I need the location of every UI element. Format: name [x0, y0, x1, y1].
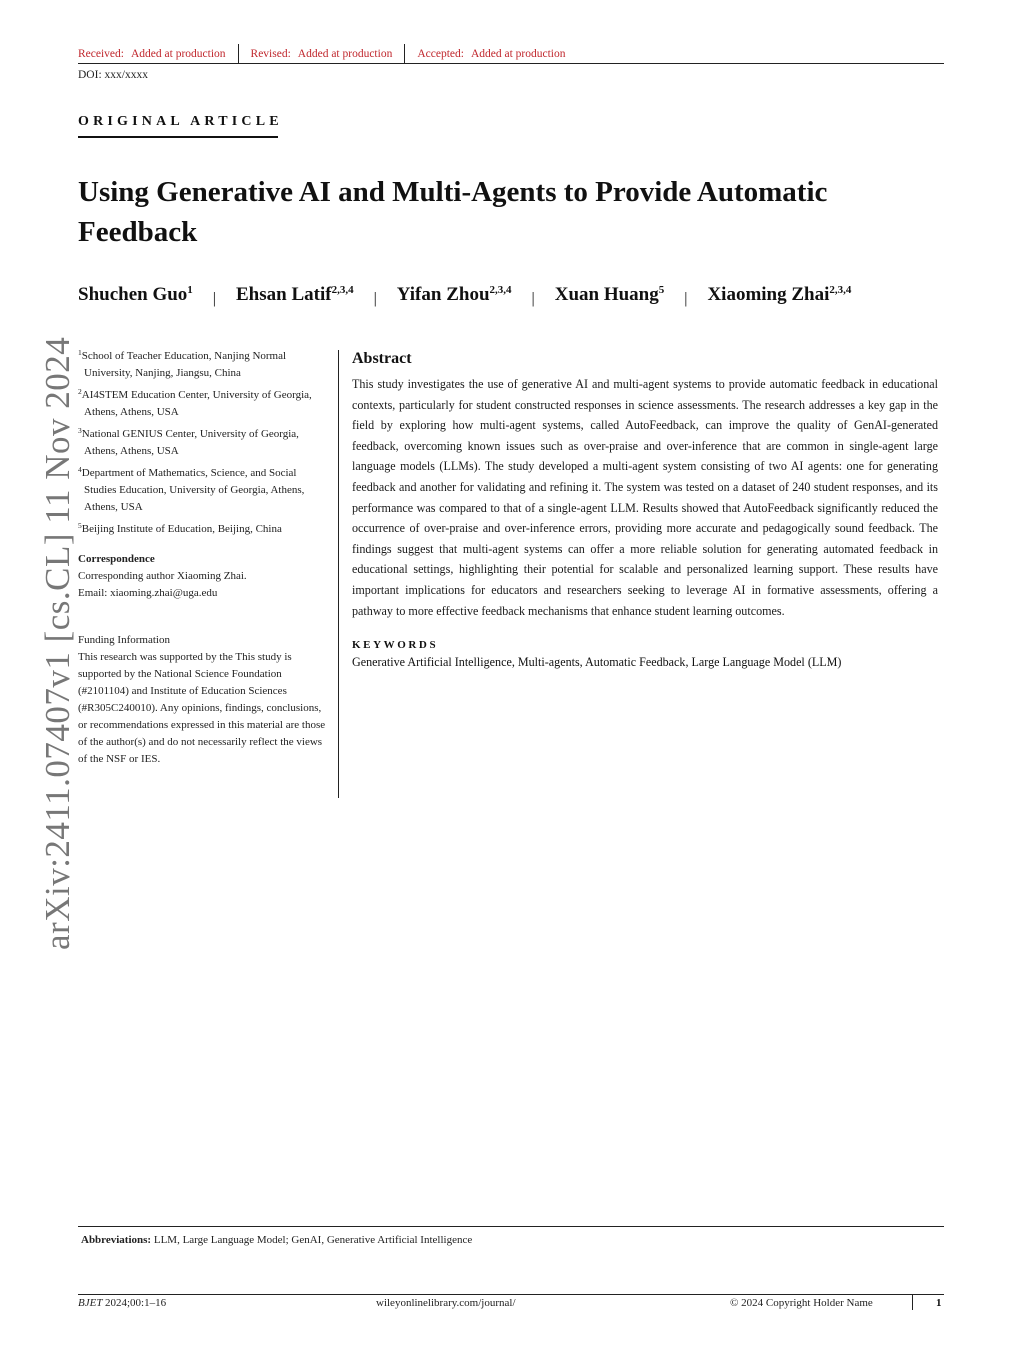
author: Xiaoming Zhai$^{2,3,4}$ [707, 284, 852, 305]
author-separator: | [373, 290, 377, 307]
page-number-divider [912, 1295, 913, 1310]
date-divider [238, 44, 239, 64]
correspondence-heading: Correspondence [78, 553, 155, 565]
affiliation: $^2$AI4STEM Education Center, University of Georgia, Athens, Athens, USA [78, 387, 312, 418]
abstract-section [352, 350, 938, 671]
author-list [78, 284, 851, 306]
article-type: ORIGINAL ARTICLE [78, 114, 283, 129]
received-date: Received: Added at production [78, 48, 226, 60]
abstract-text: This study investigates the use of generative AI and multi-agent systems to provide automatic feedback in educational contexts, particularly for student constructed responses in science assessments. The research addresses a key gap in the field by exploring how multi-agent systems, called AutoFeedback, can improve the quality of GenAI-generated feedback, overcoming known issues such as over-praise and over-inference that are common in single-agent large language models (LLMs). The study developed a multi-agent system consisting of two AI agents: one for generating feedback and another for validating and refining it. The system was tested on a dataset of 240 student responses, and its performance was compared to that of a single-agent LLM. Results showed that AutoFeedback significantly reduced the occurrence of over-praise and over-inference errors, providing more accurate and pedagogically sound feedback. The findings suggest that multi-agent systems can offer a more reliable solution for generating automated feedback in educational settings, highlighting their potential for scalable and personalized learning support. These results have important implications for educators and researchers seeking to leverage AI in formative assessments, offering a pathway to more effective feedback mechanisms that enhance student learning outcomes. [352, 377, 938, 618]
footer-rule [78, 1294, 944, 1295]
paper-title: Using Generative AI and Multi-Agents to Provide Automatic Feedback [78, 176, 828, 248]
keywords-heading: KEYWORDS [352, 639, 439, 652]
author-separator: | [531, 290, 535, 307]
footnote-rule [78, 1226, 944, 1227]
journal-citation: BJET 2024;00:1–16 [78, 1297, 167, 1309]
affiliation: $^1$School of Teacher Education, Nanjing Normal University, Nanjing, Jiangsu, China [78, 348, 287, 379]
keywords-text: Generative Artificial Intelligence, Multi-agents, Automatic Feedback, Large Language Model (LLM) [352, 655, 842, 670]
author: Shuchen Guo$^1$ [78, 284, 193, 305]
arxiv-stamp: arXiv:2411.07407v1 [cs.CL] 11 Nov 2024 [38, 336, 77, 950]
affiliation: $^3$National GENIUS Center, University of Georgia, Athens, Athens, USA [78, 426, 299, 457]
affiliation: $^4$Department of Mathematics, Science, and Social Studies Education, University of Georgia, Athens, Athens, USA [78, 465, 305, 513]
journal-website-link[interactable]: wileyonlinelibrary.com/journal/ [376, 1297, 516, 1309]
accepted-date: Accepted: Added at production [417, 48, 566, 60]
funding-text: This research was supported by the This study is supported by the National Science Foundation (#2101104) and Institute of Education Sciences (#R305C240010). Any opinions, findings, conclusions, or recommendations expressed in this material are those of the author(s) and do not necessarily reflect the views of the NSF or IES. [78, 651, 326, 765]
sidebar-column [78, 348, 328, 768]
abstract-heading: Abstract [352, 350, 412, 367]
page-number: 1 [936, 1297, 942, 1309]
header-rule [78, 63, 944, 64]
correspondence-author: Corresponding author Xiaoming Zhai. [78, 570, 247, 582]
funding-heading: Funding Information [78, 634, 170, 646]
author: Xuan Huang$^5$ [554, 284, 665, 305]
affiliation: $^5$Beijing Institute of Education, Beijing, China [78, 521, 282, 535]
article-type-underline [78, 136, 278, 138]
abbreviations: Abbreviations: LLM, Large Language Model; GenAI, Generative Artificial Intelligence [81, 1234, 473, 1246]
author: Ehsan Latif$^{2,3,4}$ [236, 284, 354, 305]
date-divider [404, 44, 405, 64]
correspondence-email[interactable]: Email: xiaoming.zhai@uga.edu [78, 587, 218, 599]
author-separator: | [212, 290, 216, 307]
copyright: © 2024 Copyright Holder Name [730, 1297, 873, 1309]
revised-date: Revised: Added at production [250, 48, 393, 60]
publication-dates [78, 44, 566, 64]
author: Yifan Zhou$^{2,3,4}$ [396, 284, 512, 305]
author-separator: | [684, 290, 688, 307]
column-divider [338, 350, 339, 798]
doi-link[interactable]: DOI: xxx/xxxx [78, 69, 148, 81]
